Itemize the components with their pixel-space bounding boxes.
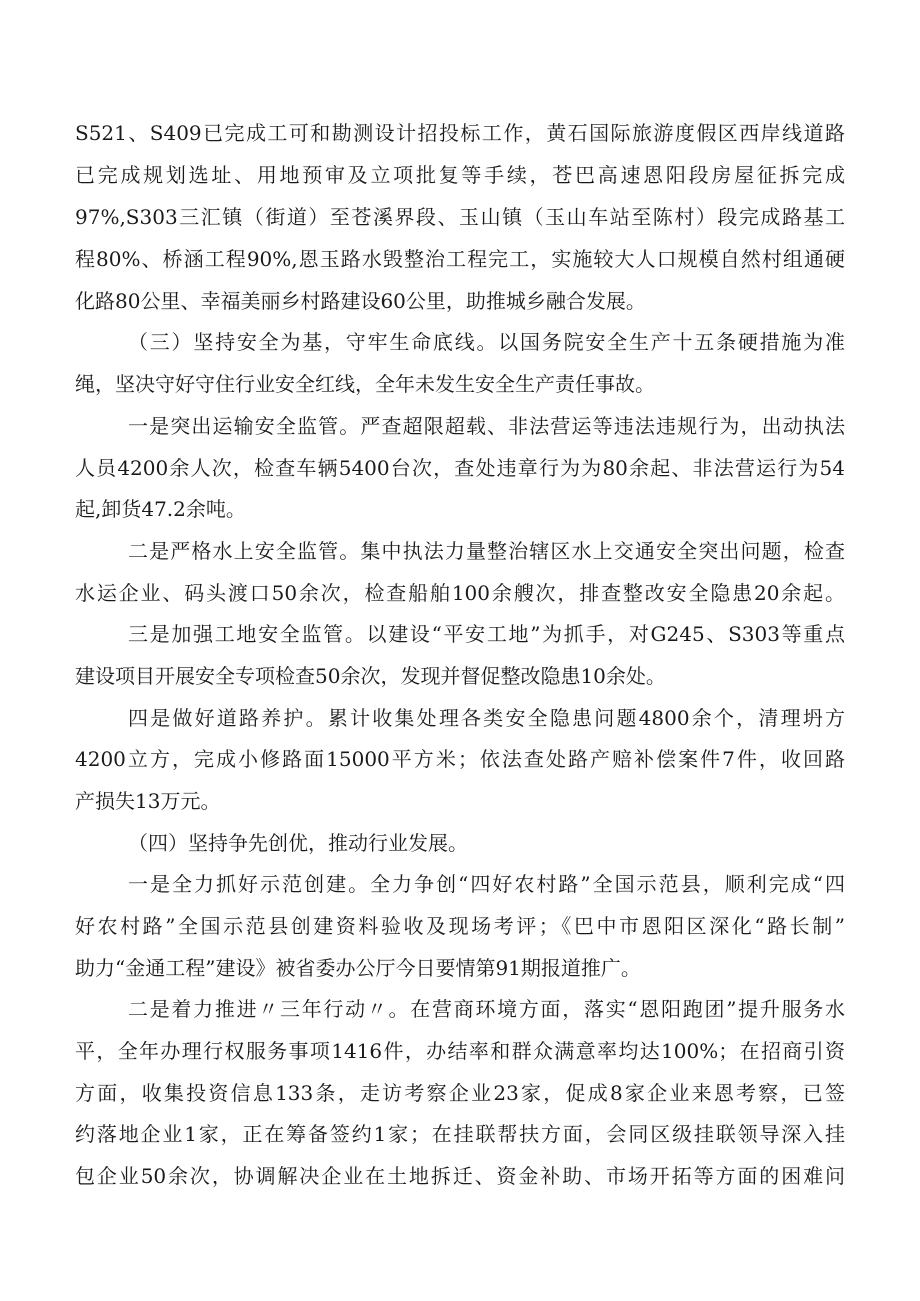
p2-line-1: （三）坚持安全为基，守牢生命底线。以国务院安全生产十五条硬措施为准: [128, 330, 845, 354]
p5-line-2: 建设项目开展安全专项检查50余次，发现并督促整改隐患10余处。: [75, 664, 666, 688]
p1-line-4: 程80%、桥涵工程90%,恩玉路水毁整治工程完工，实施较大人口规模自然村组通硬: [75, 247, 845, 271]
section-heading-4: （四）坚持争先创优，推动行业发展。: [128, 831, 468, 855]
p9-line-1: 二是着力推进〃三年行动〃。在营商环境方面，落实“恩阳跑团”提升服务水: [128, 997, 845, 1021]
p6-line-3: 产损失13万元。: [75, 789, 221, 813]
p9-line-2: 平，全年办理行权服务事项1416件，办结率和群众满意率均达100%；在招商引资: [75, 1039, 845, 1063]
p9-line-3: 方面，收集投资信息133条，走访考察企业23家，促成8家企业来恩考察，已签: [75, 1081, 845, 1105]
p8-line-1: 一是全力抓好示范创建。全力争创“四好农村路”全国示范县，顺利完成“四: [128, 872, 845, 896]
p1-line-5: 化路80公里、幸福美丽乡村路建设60公里，助推城乡融合发展。: [75, 289, 646, 313]
p6-line-1: 四是做好道路养护。累计收集处理各类安全隐患问题4800余个，清理坍方: [128, 706, 845, 730]
p1-line-1: S521、S409已完成工可和勘测设计招投标工作，黄石国际旅游度假区西岸线道路: [75, 121, 845, 145]
p9-line-4: 约落地企业1家，正在筹备签约1家；在挂联帮扶方面，会同区级挂联领导深入挂: [75, 1122, 845, 1146]
p8-line-2: 好农村路”全国示范县创建资料验收及现场考评；《巴中市恩阳区深化“路长制”: [75, 914, 845, 938]
p6-line-2: 4200立方，完成小修路面15000平方米；依法查处路产赔补偿案件7件，收回路: [75, 747, 845, 771]
p2-line-2: 绳，坚决守好守住行业安全红线，全年未发生安全生产责任事故。: [75, 372, 655, 396]
p3-line-3: 起,卸货47.2余吨。: [75, 497, 246, 521]
p3-line-1: 一是突出运输安全监管。严查超限超载、非法营运等违法违规行为，出动执法: [128, 414, 845, 438]
p1-line-3: 97%,S303三汇镇（街道）至苍溪界段、玉山镇（玉山车站至陈村）段完成路基工: [75, 205, 845, 229]
p1-line-2: 已完成规划选址、用地预审及立项批复等手续，苍巴高速恩阳段房屋征拆完成: [75, 163, 845, 187]
p4-line-2: 水运企业、码头渡口50余次，检查船舶100余艘次，排查整改安全隐患20余起。: [75, 581, 845, 605]
p9-line-5: 包企业50余次，协调解决企业在土地拆迁、资金补助、市场开拓等方面的困难问: [75, 1164, 845, 1188]
p3-line-2: 人员4200余人次，检查车辆5400台次，查处违章行为为80余起、非法营运行为54: [75, 456, 845, 480]
p4-line-1: 二是严格水上安全监管。集中执法力量整治辖区水上交通安全突出问题，检查: [128, 539, 845, 563]
p8-line-3: 助力“金通工程”建设》被省委办公厅今日要情第91期报道推广。: [75, 956, 641, 980]
p5-line-1: 三是加强工地安全监管。以建设“平安工地”为抓手，对G245、S303等重点: [128, 622, 845, 646]
